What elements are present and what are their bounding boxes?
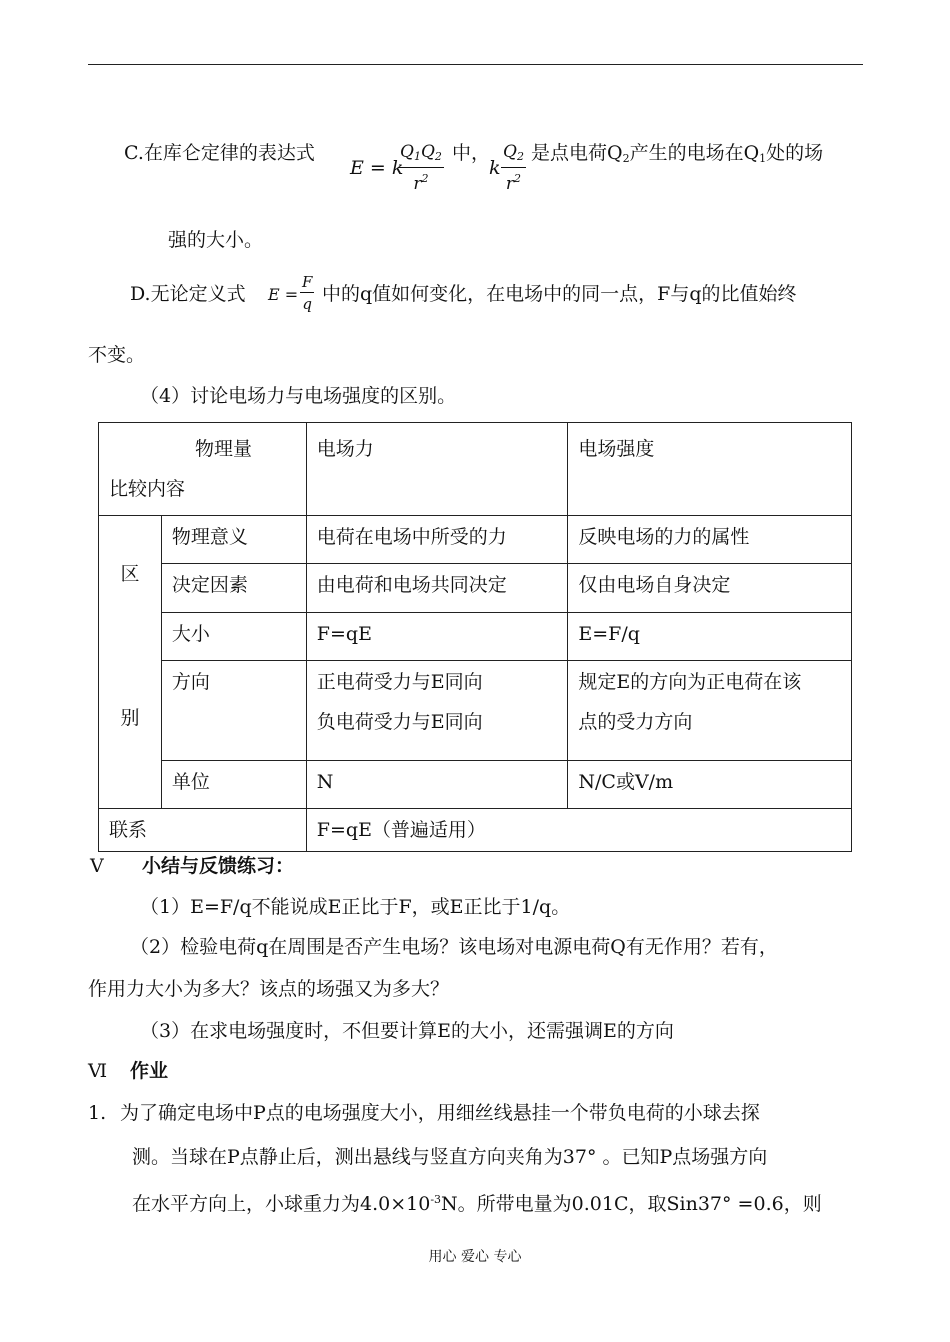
discussion-heading: （4）讨论电场力与电场强度的区别。 — [140, 385, 457, 407]
header-force: 电场力 — [306, 423, 568, 516]
section6-title: 作业 — [130, 1060, 169, 1082]
header-rule — [88, 64, 863, 65]
row-force: 正电荷受力与E同向 负电荷受力与E同向 — [306, 661, 568, 760]
row-label: 单位 — [161, 760, 306, 808]
row-force: 电荷在电场中所受的力 — [306, 516, 568, 564]
problem-line-1: 为了确定电场中P点的电场强度大小，用细丝线悬挂一个带负电荷的小球去探 — [120, 1102, 760, 1124]
row-field: 仅由电场自身决定 — [568, 564, 852, 612]
definition-formula-fraction: $\frac{F}{q}$ — [302, 273, 313, 313]
group-top-label: 区 — [120, 563, 140, 585]
link-label: 联系 — [99, 809, 307, 852]
section5-item-2-cont: 作用力大小为多大？该点的场强又为多大？ — [88, 978, 450, 1000]
row-field: E=F/q — [568, 612, 852, 660]
table-row — [99, 564, 852, 612]
row-label: 物理意义 — [161, 516, 306, 564]
group-cell — [99, 516, 162, 809]
option-c-line — [124, 141, 315, 165]
header-bottom-label: 比较内容 — [109, 478, 186, 500]
section5-item-3: （3）在求电场强度时，不但要计算E的大小，还需强调E的方向 — [140, 1020, 674, 1042]
problem-line-2: 测。当球在P点静止后，测出悬线与竖直方向夹角为37° 。已知P点场强方向 — [132, 1146, 768, 1168]
table-row — [99, 661, 852, 760]
coulomb-formula-lhs: E = k — [350, 157, 404, 179]
option-c-middle: 中， — [452, 142, 491, 164]
row-label: 决定因素 — [161, 564, 306, 612]
table-row — [99, 760, 852, 808]
field-fraction: $\frac{Q_2}{r^2}$ — [503, 142, 524, 194]
coulomb-formula-fraction: $\frac{Q_1Q_2}{r^2}$ — [400, 142, 442, 194]
option-c-continuation: 强的大小。 — [168, 229, 264, 251]
option-c-text-after: 是点电荷$Q_2$产生的电场在$Q_1$处的场 — [531, 142, 824, 165]
section5-item-1: （1）E=F/q不能说成E正比于F，或E正比于1/q。 — [140, 896, 571, 918]
row-force: N — [306, 760, 568, 808]
section6-numeral: Ⅵ — [88, 1060, 108, 1082]
row-field: N/C或V/m — [568, 760, 852, 808]
option-d-continuation: 不变。 — [88, 344, 146, 366]
section5-numeral: Ⅴ — [90, 855, 104, 877]
table-header-row — [99, 423, 852, 516]
row-label: 大小 — [161, 612, 306, 660]
option-d-line — [130, 282, 246, 306]
row-force: 由电荷和电场共同决定 — [306, 564, 568, 612]
header-corner-cell — [99, 423, 307, 516]
option-d-label: D. — [130, 283, 151, 305]
definition-formula-lhs: E = — [268, 285, 299, 304]
table-link-row — [99, 809, 852, 852]
header-top-label: 物理量 — [195, 438, 253, 460]
header-field: 电场强度 — [568, 423, 852, 516]
row-field: 规定E的方向为正电荷在该 点的受力方向 — [568, 661, 852, 760]
comparison-table — [98, 422, 852, 852]
section5-item-2: （2）检验电荷q在周围是否产生电场？该电场对电源电荷Q有无作用？若有， — [130, 936, 778, 958]
table-row — [99, 612, 852, 660]
group-bottom-label: 别 — [120, 707, 140, 729]
row-field: 反映电场的力的属性 — [568, 516, 852, 564]
row-label: 方向 — [161, 661, 306, 760]
row-force: F=qE — [306, 612, 568, 660]
option-c-text-before: 在库仑定律的表达式 — [143, 142, 315, 164]
link-value: F=qE（普遍适用） — [306, 809, 851, 852]
k-symbol: k — [489, 157, 501, 179]
section5-title: 小结与反馈练习： — [142, 855, 295, 877]
problem-line-3: 在水平方向上，小球重力为$4.0\times 10^{-3}N$。所带电量为0.01C，取Sin37° =0.6，则 — [132, 1193, 822, 1215]
table-row — [99, 516, 852, 564]
option-d-text-before: 无论定义式 — [150, 283, 246, 305]
option-c-label: C. — [124, 142, 144, 164]
problem-number: 1. — [88, 1102, 107, 1124]
page-footer: 用心 爱心 专心 — [428, 1249, 522, 1265]
option-d-text-after: 中的q值如何变化，在电场中的同一点，F与q的比值始终 — [322, 283, 797, 305]
